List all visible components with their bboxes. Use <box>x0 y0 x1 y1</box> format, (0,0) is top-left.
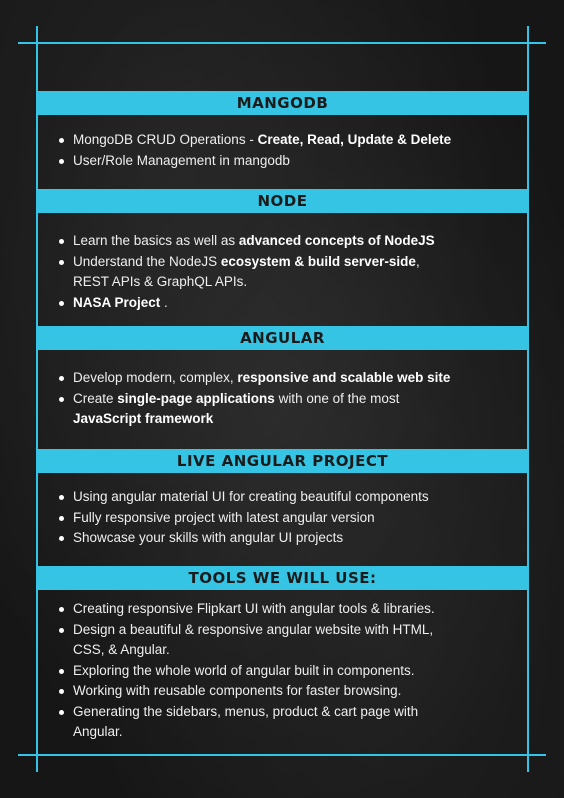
list-item: Design a beautiful & responsive angular website with HTML, CSS, & Angular. <box>59 620 519 661</box>
list-item: Generating the sidebars, menus, product & cart page with Angular. <box>59 702 519 743</box>
list-item: Exploring the whole world of angular built in components. <box>59 661 519 682</box>
content-area <box>37 0 528 798</box>
section-list-node <box>59 231 519 313</box>
section-banner-tools: TOOLS WE WILL USE: <box>37 566 528 590</box>
list-item: Fully responsive project with latest angular version <box>59 508 519 529</box>
list-item: Working with reusable components for faster browsing. <box>59 681 519 702</box>
list-item: Using angular material UI for creating beautiful components <box>59 487 519 508</box>
list-item: Understand the NodeJS ecosystem & build server-side, REST APIs & GraphQL APIs. <box>59 252 519 293</box>
section-banner-node: NODE <box>37 189 528 213</box>
section-list-live-angular-project <box>59 487 519 549</box>
section-list-angular <box>59 368 519 430</box>
section-list-tools <box>59 599 519 743</box>
list-item: NASA Project . <box>59 293 519 314</box>
list-item: User/Role Management in mangodb <box>59 151 519 172</box>
section-list-mangodb <box>59 130 519 171</box>
section-banner-live-angular-project: LIVE ANGULAR PROJECT <box>37 449 528 473</box>
list-item: Develop modern, complex, responsive and scalable web site <box>59 368 519 389</box>
section-banner-mangodb: MANGODB <box>37 91 528 115</box>
list-item: Showcase your skills with angular UI projects <box>59 528 519 549</box>
section-banner-angular: ANGULAR <box>37 326 528 350</box>
list-item: Learn the basics as well as advanced concepts of NodeJS <box>59 231 519 252</box>
list-item: MongoDB CRUD Operations - Create, Read, Update & Delete <box>59 130 519 151</box>
list-item: Creating responsive Flipkart UI with angular tools & libraries. <box>59 599 519 620</box>
list-item: Create single-page applications with one of the most JavaScript framework <box>59 389 519 430</box>
